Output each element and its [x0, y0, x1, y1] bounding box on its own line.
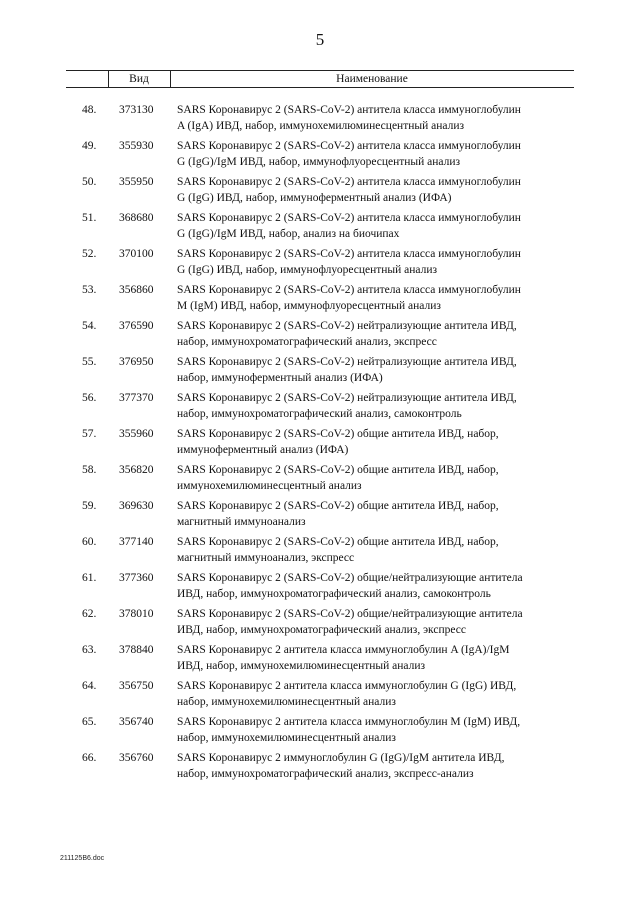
description-line: SARS Коронавирус 2 (SARS-CoV-2) нейтрализующие антитела ИВД, [177, 356, 517, 368]
row-code: 355960 [119, 428, 154, 440]
row-number: 51. [82, 212, 97, 224]
description-line: SARS Коронавирус 2 (SARS-CoV-2) общие антитела ИВД, набор, [177, 500, 499, 512]
table-row [0, 174, 640, 210]
row-number: 52. [82, 248, 97, 260]
description-line: магнитный иммуноанализ [177, 516, 306, 528]
table-row [0, 750, 640, 786]
description-line: магнитный иммуноанализ, экспресс [177, 552, 355, 564]
description-line: SARS Коронавирус 2 (SARS-CoV-2) антитела класса иммуноглобулин [177, 140, 521, 152]
row-code: 370100 [119, 248, 154, 260]
description-line: набор, иммунохемилюминесцентный анализ [177, 696, 396, 708]
table-row [0, 246, 640, 282]
row-description [177, 714, 577, 746]
row-number: 62. [82, 608, 97, 620]
row-description [177, 246, 577, 278]
row-description [177, 642, 577, 674]
description-line: SARS Коронавирус 2 антитела класса иммуноглобулин A (IgA)/IgM [177, 644, 510, 656]
row-description [177, 534, 577, 566]
description-line: SARS Коронавирус 2 (SARS-CoV-2) общие антитела ИВД, набор, [177, 428, 499, 440]
row-number: 60. [82, 536, 97, 548]
row-code: 373130 [119, 104, 154, 116]
table-row [0, 678, 640, 714]
table-top-rule [66, 70, 574, 71]
row-code: 355950 [119, 176, 154, 188]
row-number: 57. [82, 428, 97, 440]
row-description [177, 498, 577, 530]
row-description [177, 570, 577, 602]
description-line: SARS Коронавирус 2 (SARS-CoV-2) общие/нейтрализующие антитела [177, 608, 523, 620]
table-row [0, 570, 640, 606]
row-description [177, 138, 577, 170]
footer-filename: 211125B6.doc [60, 855, 105, 862]
row-code: 356740 [119, 716, 154, 728]
row-description [177, 678, 577, 710]
description-line: SARS Коронавирус 2 (SARS-CoV-2) нейтрализующие антитела ИВД, [177, 320, 517, 332]
row-code: 376590 [119, 320, 154, 332]
row-number: 54. [82, 320, 97, 332]
row-description [177, 210, 577, 242]
description-line: SARS Коронавирус 2 (SARS-CoV-2) общие антитела ИВД, набор, [177, 536, 499, 548]
row-description [177, 174, 577, 206]
column-header-name: Наименование [336, 73, 408, 85]
row-code: 368680 [119, 212, 154, 224]
table-row [0, 282, 640, 318]
row-number: 50. [82, 176, 97, 188]
description-line: ИВД, набор, иммунохроматографический анализ, самоконтроль [177, 588, 491, 600]
description-line: G (IgG) ИВД, набор, иммуноферментный анализ (ИФА) [177, 192, 452, 204]
table-row [0, 210, 640, 246]
table-row [0, 138, 640, 174]
row-code: 356820 [119, 464, 154, 476]
row-description [177, 318, 577, 350]
row-number: 56. [82, 392, 97, 404]
row-description [177, 390, 577, 422]
description-line: набор, иммунохроматографический анализ, экспресс [177, 336, 437, 348]
description-line: набор, иммунохроматографический анализ, самоконтроль [177, 408, 462, 420]
column-header-kind: Вид [129, 73, 149, 85]
table-row [0, 390, 640, 426]
row-number: 65. [82, 716, 97, 728]
description-line: G (IgG) ИВД, набор, иммунофлуоресцентный анализ [177, 264, 438, 276]
row-description [177, 426, 577, 458]
description-line: SARS Коронавирус 2 антитела класса иммуноглобулин G (IgG) ИВД, [177, 680, 517, 692]
description-line: ИВД, набор, иммунохемилюминесцентный анализ [177, 660, 426, 672]
row-number: 58. [82, 464, 97, 476]
row-description [177, 354, 577, 386]
row-number: 64. [82, 680, 97, 692]
table-row [0, 354, 640, 390]
row-code: 356760 [119, 752, 154, 764]
row-description [177, 282, 577, 314]
table-row [0, 318, 640, 354]
table-row [0, 462, 640, 498]
description-line: SARS Коронавирус 2 иммуноглобулин G (IgG)/IgM антитела ИВД, [177, 752, 505, 764]
description-line: набор, иммуноферментный анализ (ИФА) [177, 372, 383, 384]
table-row [0, 534, 640, 570]
table-row [0, 642, 640, 678]
page-number: 5 [315, 30, 325, 49]
row-code: 377140 [119, 536, 154, 548]
description-line: набор, иммунохроматографический анализ, экспресс-анализ [177, 768, 474, 780]
row-description [177, 462, 577, 494]
description-line: SARS Коронавирус 2 (SARS-CoV-2) нейтрализующие антитела ИВД, [177, 392, 517, 404]
row-number: 61. [82, 572, 97, 584]
table-row [0, 606, 640, 642]
table-body [0, 102, 640, 786]
table-row [0, 498, 640, 534]
row-code: 377370 [119, 392, 154, 404]
row-description [177, 606, 577, 638]
row-code: 355930 [119, 140, 154, 152]
row-number: 59. [82, 500, 97, 512]
description-line: M (IgM) ИВД, набор, иммунофлуоресцентный анализ [177, 300, 441, 312]
row-number: 53. [82, 284, 97, 296]
description-line: SARS Коронавирус 2 (SARS-CoV-2) антитела класса иммуноглобулин [177, 212, 521, 224]
description-line: ИВД, набор, иммунохроматографический анализ, экспресс [177, 624, 466, 636]
row-code: 356750 [119, 680, 154, 692]
row-number: 49. [82, 140, 97, 152]
description-line: иммуноферментный анализ (ИФА) [177, 444, 349, 456]
row-number: 66. [82, 752, 97, 764]
description-line: SARS Коронавирус 2 (SARS-CoV-2) антитела класса иммуноглобулин [177, 248, 521, 260]
description-line: G (IgG)/IgM ИВД, набор, анализ на биочипах [177, 228, 400, 240]
table-row [0, 426, 640, 462]
description-line: SARS Коронавирус 2 (SARS-CoV-2) антитела класса иммуноглобулин [177, 176, 521, 188]
table-row [0, 714, 640, 750]
description-line: иммунохемилюминесцентный анализ [177, 480, 362, 492]
description-line: SARS Коронавирус 2 (SARS-CoV-2) общие/нейтрализующие антитела [177, 572, 523, 584]
description-line: SARS Коронавирус 2 (SARS-CoV-2) антитела класса иммуноглобулин [177, 104, 521, 116]
row-number: 48. [82, 104, 97, 116]
description-line: SARS Коронавирус 2 (SARS-CoV-2) антитела класса иммуноглобулин [177, 284, 521, 296]
row-code: 356860 [119, 284, 154, 296]
table-row [0, 102, 640, 138]
description-line: SARS Коронавирус 2 (SARS-CoV-2) общие антитела ИВД, набор, [177, 464, 499, 476]
row-description [177, 750, 577, 782]
row-code: 377360 [119, 572, 154, 584]
table-header-rule [66, 87, 574, 88]
description-line: SARS Коронавирус 2 антитела класса иммуноглобулин M (IgM) ИВД, [177, 716, 521, 728]
description-line: A (IgA) ИВД, набор, иммунохемилюминесцентный анализ [177, 120, 465, 132]
row-code: 369630 [119, 500, 154, 512]
row-description [177, 102, 577, 134]
row-code: 376950 [119, 356, 154, 368]
description-line: G (IgG)/IgM ИВД, набор, иммунофлуоресцентный анализ [177, 156, 461, 168]
row-code: 378840 [119, 644, 154, 656]
row-number: 63. [82, 644, 97, 656]
row-code: 378010 [119, 608, 154, 620]
row-number: 55. [82, 356, 97, 368]
description-line: набор, иммунохемилюминесцентный анализ [177, 732, 396, 744]
